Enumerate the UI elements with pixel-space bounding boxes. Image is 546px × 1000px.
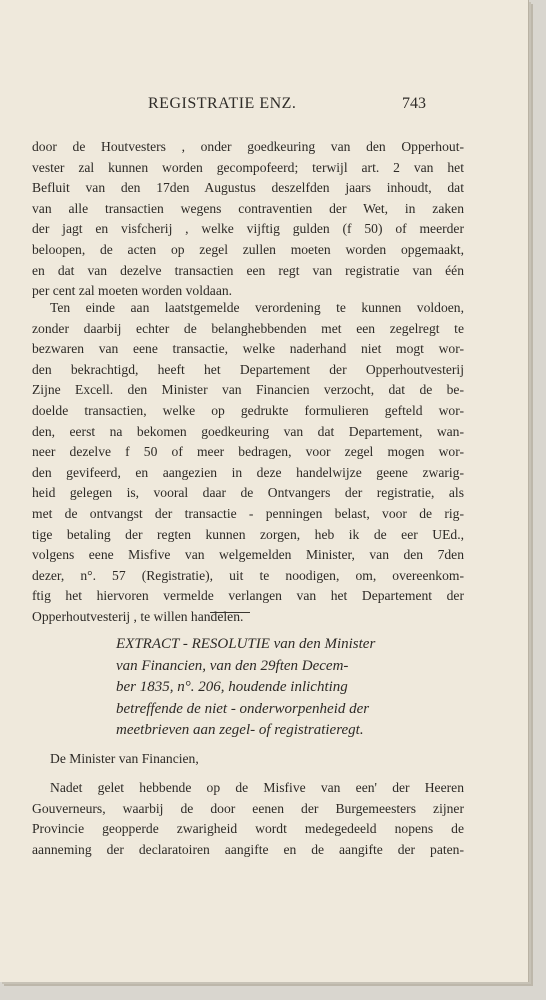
text-line: neer dezelve f 50 of meer bedragen, voor zegel mogen wor- [32,444,464,460]
text-line: doelde transactien, welke op gedrukte formulieren gefteld wor- [32,402,464,418]
text-line: Provincie geopperde zwarigheid wordt medegedeeld nopens de [32,821,464,837]
heading-line: EXTRACT - RESOLUTIE van den Minister [116,636,376,652]
text-line: door de Houtvesters , onder goedkeuring van den Opperhout- [32,139,464,154]
text-line: en dat van dezelve transactien een regt van registratie van één [32,262,464,278]
paragraph-governor-letter [32,778,464,860]
text-line: De Minister van Financien, [50,751,199,766]
text-line: Nadet gelet hebbende op de Misfive van een' der Heeren [50,780,464,795]
running-title: REGISTRATIE ENZ. [148,95,297,112]
text-line: zonder daarbij echter de belanghebbenden met een zegelregt te [32,320,464,336]
text-line: van alle transactien wegens contraventien der Wet, in zaken [32,200,464,216]
section-divider [210,612,250,613]
text-line: den, eerst na bekomen goedkeuring van dat Departement, wan- [32,423,464,439]
text-line: Opperhoutvesterij , te willen handelen. [32,608,244,624]
text-line: per cent zal moeten worden voldaan. [32,283,233,299]
text-line: met de ontvangst der transactie - penningen belast, voor de rig- [32,505,464,521]
heading-line: ber 1835, n°. 206, houdende inlichting [116,679,348,695]
text-line: aanneming der declaratoiren aangifte en de aangifte der paten- [32,841,464,857]
text-line: dezer, n°. 57 (Registratie), uit te noodigen, om, overeenkom- [32,567,464,583]
paragraph-forestry-settlements [32,137,464,302]
paragraph-stamp-duty-request [32,298,464,628]
text-line: den gevifeerd, en aangezien in deze handelwijze geene zwarig- [32,464,464,480]
text-line: volgens eene Misfive van welgemelden Minister, van den 7den [32,547,464,563]
page-number: 743 [402,95,426,112]
text-line: bezwaren van eene transactie, welke naderhand niet mogt wor- [32,341,464,357]
page-header [148,95,426,119]
resolution-heading [116,634,428,742]
heading-line: betreffende de niet - onderworpenheid der [116,700,370,717]
heading-line: meetbrieven aan zegel- of registratieregt. [116,722,364,738]
paragraph-minister-opening [32,749,464,770]
text-line: heid gelegen is, vooral daar de Ontvangers der registratie, als [32,485,464,501]
text-line: beloopen, de acten op zegel zullen moeten worden opgemaakt, [32,241,464,257]
text-line: Befluit van den 17den Augustus deszelfden jaars inhoudt, dat [32,180,464,196]
text-line: Ten einde aan laatstgemelde verordening te kunnen voldoen, [50,300,464,315]
text-line: den bekrachtigd, heeft het Departement der Opperhoutvesterij [32,361,464,377]
text-line: tige betaling der regten kunnen zorgen, heb ik de eer UEd., [32,526,464,542]
text-line: Gouverneurs, waarbij de door eenen der Burgemeesters zijner [32,800,464,816]
text-line: ftig het hiervoren vermelde verlangen van het Departement der [32,588,464,604]
heading-line: van Financien, van den 29ften Decem- [116,657,349,674]
text-line: vester zal kunnen worden gecompofeerd; terwijl art. 2 van het [32,159,464,175]
text-line: Zijne Excell. den Minister van Financien verzocht, dat de be- [32,382,464,398]
text-line: der jagt en visfcherij , welke vijftig gulden (f 50) of meerder [32,221,464,237]
